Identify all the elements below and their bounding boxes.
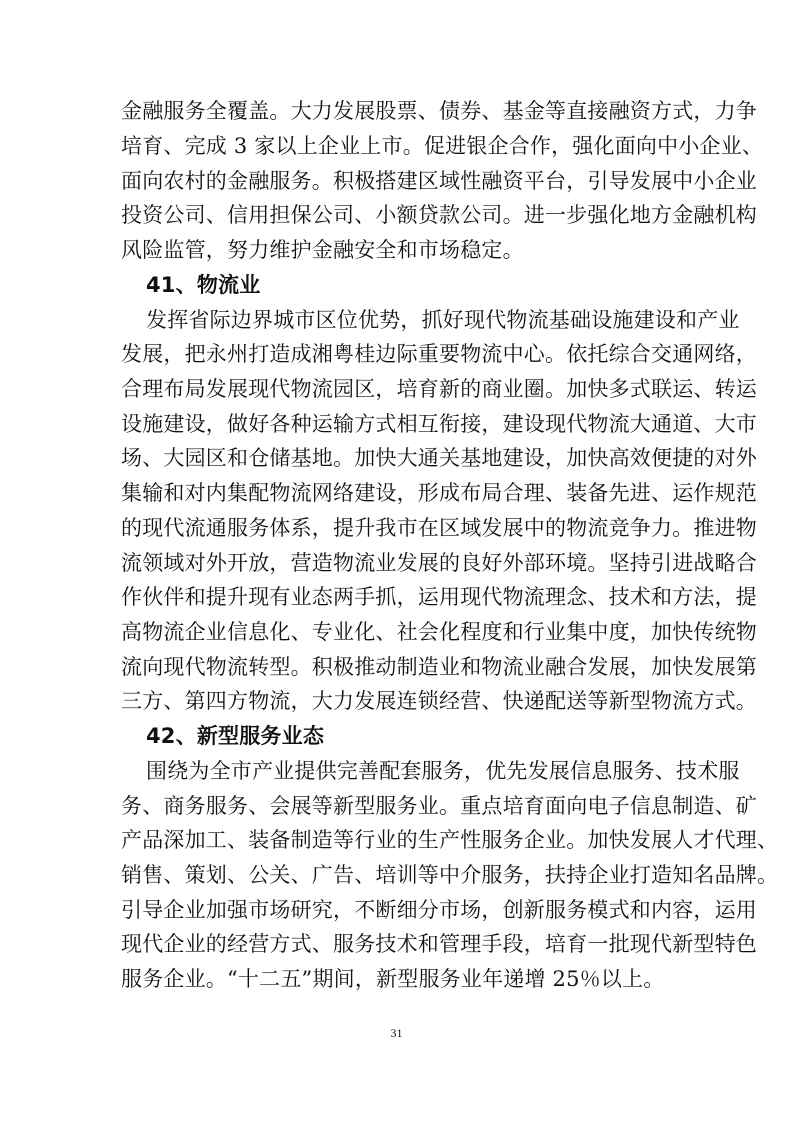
paragraph-line: 设施建设，做好各种运输方式相互衔接，建设现代物流大通道、大市 [121,412,757,436]
paragraph-line: 面向农村的金融服务。积极搭建区域性融资平台，引导发展中小企业 [121,169,757,193]
paragraph-line: 作伙伴和提升现有业态两手抓，运用现代物流理念、技术和方法，提 [121,585,757,609]
paragraph-line: 合理布局发展现代物流园区，培育新的商业圈。加快多式联运、转运 [121,377,757,401]
section-heading-logistics: 41、物流业 [146,273,261,297]
paragraph-line: 发挥省际边界城市区位优势，抓好现代物流基础设施建设和产业 [146,308,740,332]
paragraph-line: 发展，把永州打造成湘粤桂边际重要物流中心。依托综合交通网络， [121,342,757,366]
paragraph-line: 流领域对外开放，营造物流业发展的良好外部环境。坚持引进战略合 [121,551,757,575]
paragraph-line: 产品深加工、装备制造等行业的生产性服务企业。加快发展人才代理、 [121,828,779,852]
paragraph-line: 金融服务全覆盖。大力发展股票、债券、基金等直接融资方式，力争 [121,99,757,123]
paragraph-line: 引导企业加强市场研究，不断细分市场，创新服务模式和内容，运用 [121,898,757,922]
paragraph-line: 务、商务服务、会展等新型服务业。重点培育面向电子信息制造、矿 [121,794,757,818]
paragraph-line: 的现代流通服务体系，提升我市在区域发展中的物流竞争力。推进物 [121,516,757,540]
paragraph-line: 培育、完成 3 家以上企业上市。促进银企合作，强化面向中小企业、 [121,134,764,158]
paragraph-line: 集输和对内集配物流网络建设，形成布局合理、装备先进、运作规范 [121,481,757,505]
paragraph-line: 围绕为全市产业提供完善配套服务，优先发展信息服务、技术服 [146,759,740,783]
paragraph-line: 高物流企业信息化、专业化、社会化程度和行业集中度，加快传统物 [121,620,757,644]
paragraph-line: 现代企业的经营方式、服务技术和管理手段，培育一批现代新型特色 [121,932,757,956]
page-number: 31 [390,1026,403,1040]
paragraph-line: 销售、策划、公关、广告、培训等中介服务，扶持企业打造知名品牌。 [121,863,779,887]
paragraph-line: 三方、第四方物流，大力发展连锁经营、快递配送等新型物流方式。 [121,689,757,713]
paragraph-line: 场、大园区和仓储基地。加快大通关基地建设，加快高效便捷的对外 [121,446,757,470]
paragraph-line: 流向现代物流转型。积极推动制造业和物流业融合发展，加快发展第 [121,655,757,679]
paragraph-line: 投资公司、信用担保公司、小额贷款公司。进一步强化地方金融机构 [121,203,757,227]
section-heading-new-services: 42、新型服务业态 [146,724,325,748]
paragraph-line: 服务企业。“十二五”期间，新型服务业年递增 25％以上。 [121,967,665,991]
paragraph-line: 风险监管，努力维护金融安全和市场稳定。 [121,238,524,262]
